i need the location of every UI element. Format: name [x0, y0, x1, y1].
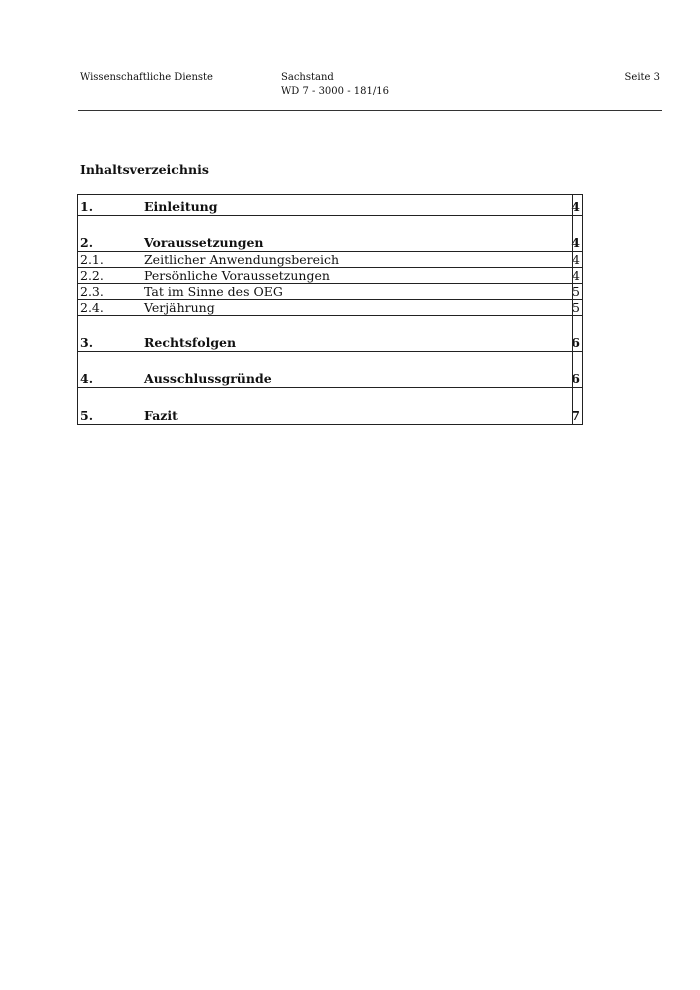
toc-column-divider	[572, 388, 573, 424]
toc-entry-number: 2.1.	[80, 252, 104, 267]
toc-entry-title: Tat im Sinne des OEG	[144, 284, 283, 299]
toc-entry-title: Fazit	[144, 408, 178, 423]
toc-entry-2-4[interactable]	[78, 300, 582, 316]
toc-entry-page: 4	[571, 199, 580, 214]
toc-entry-5[interactable]	[78, 388, 582, 424]
toc-entry-title: Ausschlussgründe	[144, 371, 272, 386]
toc-entry-page: 5	[572, 284, 580, 299]
toc-column-divider	[572, 252, 573, 267]
toc-entry-number: 3.	[80, 335, 94, 350]
toc-entry-1[interactable]	[78, 195, 582, 216]
toc-entry-title: Persönliche Voraussetzungen	[144, 268, 330, 283]
toc-entry-4[interactable]	[78, 352, 582, 388]
header-page-number: Seite 3	[624, 72, 660, 83]
toc-column-divider	[572, 195, 573, 215]
toc-entry-title: Zeitlicher Anwendungsbereich	[144, 252, 340, 267]
table-of-contents	[77, 194, 583, 425]
toc-entry-2-3[interactable]	[78, 284, 582, 300]
header-doc-ref: WD 7 - 3000 - 181/16	[281, 86, 389, 97]
toc-column-divider	[572, 352, 573, 387]
toc-entry-number: 2.3.	[80, 284, 104, 299]
toc-entry-title: Verjährung	[144, 300, 215, 315]
header-document-info	[281, 71, 389, 99]
header-doc-type: Sachstand	[281, 72, 334, 83]
toc-entry-number: 2.	[80, 235, 94, 250]
toc-entry-page: 4	[572, 252, 580, 267]
toc-entry-2-2[interactable]	[78, 268, 582, 284]
toc-entry-number: 5.	[80, 408, 94, 423]
toc-entry-page: 4	[571, 235, 580, 250]
header-divider	[78, 110, 662, 111]
toc-column-divider	[572, 216, 573, 251]
toc-entry-title: Einleitung	[144, 199, 218, 214]
toc-column-divider	[572, 284, 573, 299]
toc-entry-title: Rechtsfolgen	[144, 335, 237, 350]
toc-entry-page: 7	[571, 408, 580, 423]
toc-entry-number: 2.4.	[80, 300, 104, 315]
header-organization: Wissenschaftliche Dienste	[80, 72, 213, 83]
toc-entry-page: 5	[572, 300, 580, 315]
toc-entry-number: 4.	[80, 371, 94, 386]
toc-entry-page: 4	[572, 268, 580, 283]
toc-heading: Inhaltsverzeichnis	[80, 162, 209, 177]
toc-entry-2[interactable]	[78, 216, 582, 252]
toc-entry-number: 2.2.	[80, 268, 104, 283]
toc-column-divider	[572, 316, 573, 351]
toc-column-divider	[572, 300, 573, 315]
toc-entry-page: 6	[571, 335, 580, 350]
toc-column-divider	[572, 268, 573, 283]
toc-entry-3[interactable]	[78, 316, 582, 352]
toc-entry-page: 6	[571, 371, 580, 386]
toc-entry-2-1[interactable]	[78, 252, 582, 268]
toc-entry-title: Voraussetzungen	[144, 235, 264, 250]
toc-entry-number: 1.	[80, 199, 94, 214]
